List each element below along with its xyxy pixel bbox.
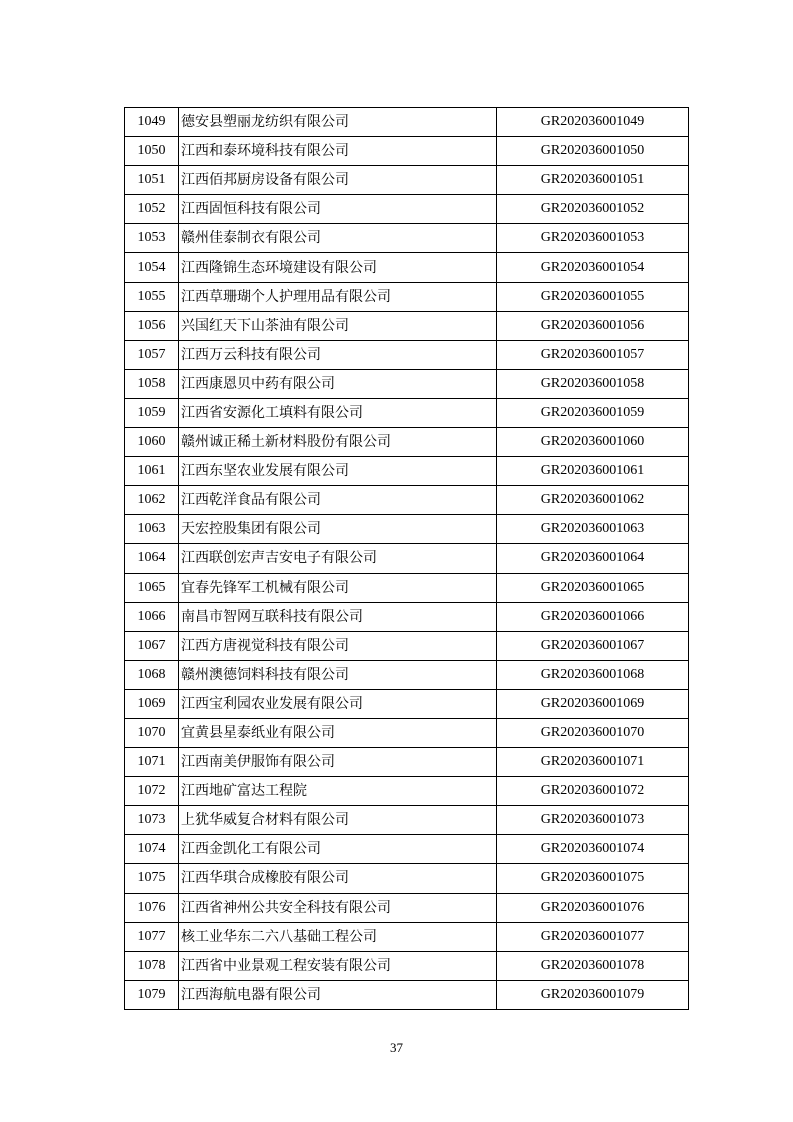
table-row bbox=[125, 253, 689, 282]
serial-number-cell: 1062 bbox=[125, 486, 179, 515]
serial-number-cell: 1074 bbox=[125, 835, 179, 864]
table-row bbox=[125, 631, 689, 660]
company-name-cell: 江西宝利园农业发展有限公司 bbox=[179, 689, 497, 718]
serial-number-cell: 1063 bbox=[125, 515, 179, 544]
company-name-cell: 赣州诚正稀土新材料股份有限公司 bbox=[179, 428, 497, 457]
company-name-cell: 江西东坚农业发展有限公司 bbox=[179, 457, 497, 486]
certificate-code-cell: GR202036001066 bbox=[497, 602, 689, 631]
table-row bbox=[125, 864, 689, 893]
certificate-code-cell: GR202036001059 bbox=[497, 398, 689, 427]
serial-number-cell: 1054 bbox=[125, 253, 179, 282]
company-name-cell: 江西省神州公共安全科技有限公司 bbox=[179, 893, 497, 922]
serial-number-cell: 1059 bbox=[125, 398, 179, 427]
table-row bbox=[125, 311, 689, 340]
table-row bbox=[125, 748, 689, 777]
serial-number-cell: 1073 bbox=[125, 806, 179, 835]
certificate-code-cell: GR202036001057 bbox=[497, 340, 689, 369]
certificate-code-cell: GR202036001058 bbox=[497, 369, 689, 398]
serial-number-cell: 1061 bbox=[125, 457, 179, 486]
company-name-cell: 江西省中业景观工程安装有限公司 bbox=[179, 951, 497, 980]
company-name-cell: 兴国红天下山茶油有限公司 bbox=[179, 311, 497, 340]
company-name-cell: 南昌市智网互联科技有限公司 bbox=[179, 602, 497, 631]
company-name-cell: 江西地矿富达工程院 bbox=[179, 777, 497, 806]
serial-number-cell: 1072 bbox=[125, 777, 179, 806]
certificate-code-cell: GR202036001051 bbox=[497, 166, 689, 195]
certificate-code-cell: GR202036001074 bbox=[497, 835, 689, 864]
company-name-cell: 江西联创宏声吉安电子有限公司 bbox=[179, 544, 497, 573]
company-name-cell: 江西万云科技有限公司 bbox=[179, 340, 497, 369]
company-table bbox=[124, 107, 689, 1010]
certificate-code-cell: GR202036001063 bbox=[497, 515, 689, 544]
table-row bbox=[125, 137, 689, 166]
table-body bbox=[125, 108, 689, 1010]
serial-number-cell: 1065 bbox=[125, 573, 179, 602]
serial-number-cell: 1060 bbox=[125, 428, 179, 457]
company-name-cell: 宜黄县星泰纸业有限公司 bbox=[179, 718, 497, 747]
serial-number-cell: 1053 bbox=[125, 224, 179, 253]
table-row bbox=[125, 544, 689, 573]
table-row bbox=[125, 718, 689, 747]
table-row bbox=[125, 457, 689, 486]
certificate-code-cell: GR202036001054 bbox=[497, 253, 689, 282]
serial-number-cell: 1070 bbox=[125, 718, 179, 747]
certificate-code-cell: GR202036001078 bbox=[497, 951, 689, 980]
certificate-code-cell: GR202036001071 bbox=[497, 748, 689, 777]
page-number: 37 bbox=[390, 1040, 403, 1055]
serial-number-cell: 1050 bbox=[125, 137, 179, 166]
table-row bbox=[125, 515, 689, 544]
company-name-cell: 江西金凯化工有限公司 bbox=[179, 835, 497, 864]
serial-number-cell: 1068 bbox=[125, 660, 179, 689]
table-row bbox=[125, 282, 689, 311]
table-row bbox=[125, 369, 689, 398]
certificate-code-cell: GR202036001050 bbox=[497, 137, 689, 166]
table-row bbox=[125, 951, 689, 980]
table-row bbox=[125, 660, 689, 689]
certificate-code-cell: GR202036001069 bbox=[497, 689, 689, 718]
certificate-code-cell: GR202036001077 bbox=[497, 922, 689, 951]
company-name-cell: 上犹华威复合材料有限公司 bbox=[179, 806, 497, 835]
company-name-cell: 江西方唐视觉科技有限公司 bbox=[179, 631, 497, 660]
table-row bbox=[125, 340, 689, 369]
table-row bbox=[125, 689, 689, 718]
company-name-cell: 江西省安源化工填料有限公司 bbox=[179, 398, 497, 427]
table-row bbox=[125, 108, 689, 137]
certificate-code-cell: GR202036001076 bbox=[497, 893, 689, 922]
certificate-code-cell: GR202036001068 bbox=[497, 660, 689, 689]
serial-number-cell: 1056 bbox=[125, 311, 179, 340]
certificate-code-cell: GR202036001049 bbox=[497, 108, 689, 137]
certificate-code-cell: GR202036001067 bbox=[497, 631, 689, 660]
certificate-code-cell: GR202036001055 bbox=[497, 282, 689, 311]
serial-number-cell: 1067 bbox=[125, 631, 179, 660]
company-name-cell: 江西海航电器有限公司 bbox=[179, 980, 497, 1009]
certificate-code-cell: GR202036001079 bbox=[497, 980, 689, 1009]
company-name-cell: 江西固恒科技有限公司 bbox=[179, 195, 497, 224]
serial-number-cell: 1079 bbox=[125, 980, 179, 1009]
serial-number-cell: 1052 bbox=[125, 195, 179, 224]
serial-number-cell: 1078 bbox=[125, 951, 179, 980]
serial-number-cell: 1057 bbox=[125, 340, 179, 369]
certificate-code-cell: GR202036001065 bbox=[497, 573, 689, 602]
company-name-cell: 江西佰邦厨房设备有限公司 bbox=[179, 166, 497, 195]
table-row bbox=[125, 428, 689, 457]
certificate-code-cell: GR202036001075 bbox=[497, 864, 689, 893]
certificate-code-cell: GR202036001056 bbox=[497, 311, 689, 340]
certificate-code-cell: GR202036001070 bbox=[497, 718, 689, 747]
table-row bbox=[125, 777, 689, 806]
company-name-cell: 江西乾洋食品有限公司 bbox=[179, 486, 497, 515]
company-name-cell: 天宏控股集团有限公司 bbox=[179, 515, 497, 544]
serial-number-cell: 1075 bbox=[125, 864, 179, 893]
company-name-cell: 德安县塑丽龙纺织有限公司 bbox=[179, 108, 497, 137]
serial-number-cell: 1064 bbox=[125, 544, 179, 573]
certificate-code-cell: GR202036001060 bbox=[497, 428, 689, 457]
table-row bbox=[125, 486, 689, 515]
table-row bbox=[125, 195, 689, 224]
company-name-cell: 江西康恩贝中药有限公司 bbox=[179, 369, 497, 398]
table-row bbox=[125, 835, 689, 864]
serial-number-cell: 1069 bbox=[125, 689, 179, 718]
company-name-cell: 江西华琪合成橡胶有限公司 bbox=[179, 864, 497, 893]
certificate-code-cell: GR202036001062 bbox=[497, 486, 689, 515]
company-name-cell: 赣州澳德饲料科技有限公司 bbox=[179, 660, 497, 689]
table-row bbox=[125, 893, 689, 922]
certificate-code-cell: GR202036001052 bbox=[497, 195, 689, 224]
table-row bbox=[125, 398, 689, 427]
company-name-cell: 赣州佳泰制衣有限公司 bbox=[179, 224, 497, 253]
table-row bbox=[125, 922, 689, 951]
serial-number-cell: 1055 bbox=[125, 282, 179, 311]
serial-number-cell: 1071 bbox=[125, 748, 179, 777]
table-row bbox=[125, 224, 689, 253]
serial-number-cell: 1066 bbox=[125, 602, 179, 631]
serial-number-cell: 1058 bbox=[125, 369, 179, 398]
certificate-code-cell: GR202036001061 bbox=[497, 457, 689, 486]
table-row bbox=[125, 806, 689, 835]
certificate-code-cell: GR202036001053 bbox=[497, 224, 689, 253]
serial-number-cell: 1077 bbox=[125, 922, 179, 951]
table-row bbox=[125, 166, 689, 195]
serial-number-cell: 1076 bbox=[125, 893, 179, 922]
company-name-cell: 江西南美伊服饰有限公司 bbox=[179, 748, 497, 777]
serial-number-cell: 1051 bbox=[125, 166, 179, 195]
company-name-cell: 江西隆锦生态环境建设有限公司 bbox=[179, 253, 497, 282]
table-row bbox=[125, 602, 689, 631]
certificate-code-cell: GR202036001072 bbox=[497, 777, 689, 806]
certificate-code-cell: GR202036001073 bbox=[497, 806, 689, 835]
table-row bbox=[125, 980, 689, 1009]
company-name-cell: 宜春先锋军工机械有限公司 bbox=[179, 573, 497, 602]
company-name-cell: 江西草珊瑚个人护理用品有限公司 bbox=[179, 282, 497, 311]
company-name-cell: 江西和泰环境科技有限公司 bbox=[179, 137, 497, 166]
certificate-code-cell: GR202036001064 bbox=[497, 544, 689, 573]
serial-number-cell: 1049 bbox=[125, 108, 179, 137]
company-name-cell: 核工业华东二六八基础工程公司 bbox=[179, 922, 497, 951]
table-row bbox=[125, 573, 689, 602]
